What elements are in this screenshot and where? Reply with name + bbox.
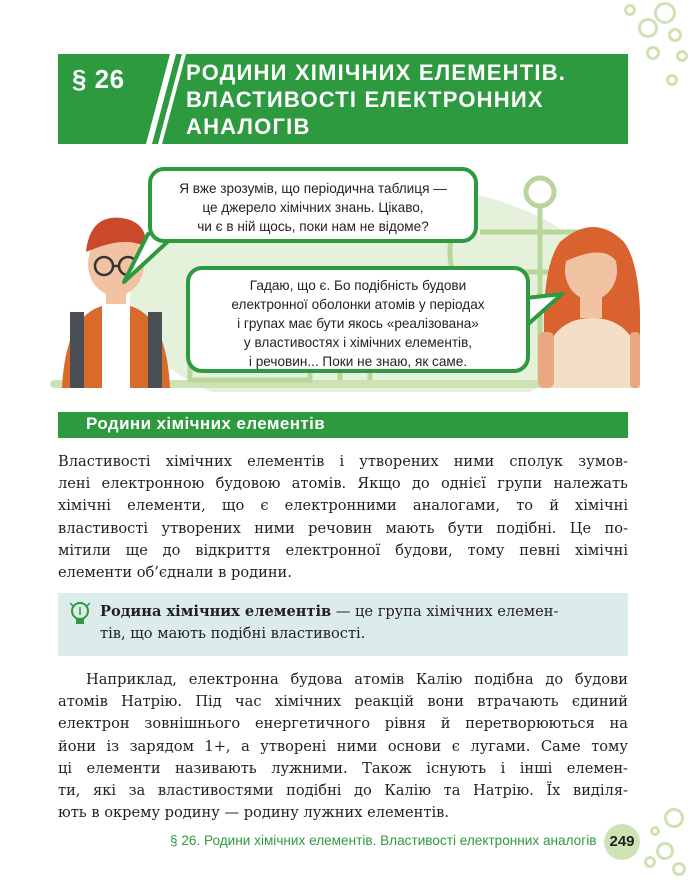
lightbulb-icon [68,601,92,627]
title-line: РОДИНИ ХІМІЧНИХ ЕЛЕМЕНТІВ. [186,60,567,85]
decor-circle [664,808,684,828]
text-line: електрон зовнішнього енергетичного рівня й перетворюються на [58,715,628,733]
paragraph-intro [58,451,628,584]
decor-circle [646,46,660,60]
speech-line: і речовин... Поки не знаю, як саме. [248,354,468,369]
text-line: властивості утворених ними речовин мають бути подібні. Це по- [58,519,628,537]
speech-line: електронної оболонки атомів у періодах [231,297,485,312]
text-line: хімічні елементи, що є електронними аналогами, то й хімічні [58,497,628,515]
text-line: йони із зарядом 1+, а утворені ними основи є лугами. Саме тому [58,737,628,755]
speech-line: це джерело хімічних знань. Цікаво, [202,200,424,215]
section-number: § 26 [72,64,125,94]
text-line: ти, які за властивостями подібні до Калію та Натрію. Їх виділя- [58,782,628,800]
text-line: ці елементи називають лужними. Також існують і інші елемен- [58,759,628,777]
speech-line: Гадаю, що є. Бо подібність будови [249,278,467,293]
running-footer: § 26. Родини хімічних елементів. Властивості електронних аналогів [170,833,597,848]
speech-line: Я вже зрозумів, що періодична таблиця — [179,181,447,196]
text-line: Наприклад, електронна будова атомів Калію подібна до будови [86,671,628,688]
decor-circle [676,50,688,62]
definition-box [58,593,628,656]
speech-line: і групах має бути якось «реалізована» [237,316,479,331]
decor-circle [672,862,686,876]
title-line: АНАЛОГІВ [186,114,311,139]
banner-slash-divider [146,54,186,144]
text-line: елементи об’єднали в родини. [58,564,292,582]
boy-speech-bubble [148,167,478,243]
definition-text [100,601,618,645]
decor-circle [624,4,636,16]
speech-line: чи є в ній щось, поки нам не відоме? [197,219,429,234]
title-line: ВЛАСТИВОСТІ ЕЛЕКТРОННИХ [186,87,544,112]
section-title-banner [58,54,628,144]
girl-speech-bubble [186,266,530,373]
section-heading-bar [58,412,628,438]
decor-circle [666,74,678,86]
page-number: 249 [604,824,640,860]
decor-circle [644,856,656,868]
decor-circle [638,18,658,38]
text-line: лені електронною будовою атомів. Якщо до однієї групи належать [58,475,628,493]
text-line: Властивості хімічних елементів і утворених ними сполук зумов- [58,453,628,470]
section-heading: Родини хімічних елементів [86,414,326,433]
text-line: ють в окрему родину — родину лужних елементів. [58,804,449,822]
paragraph-example [58,669,628,824]
text-line: мітили ще до відкриття електронної будови, тому певні хімічні [58,541,628,559]
decor-circle [654,2,676,24]
definition-body: — це група хімічних елемен- [331,603,559,620]
definition-body: тів, що мають подібні властивості. [100,625,366,642]
decor-circle [668,28,682,42]
definition-term: Родина хімічних елементів [100,603,332,620]
speech-line: у властивостях і хімічних елементів, [243,335,473,350]
decor-circle [650,826,660,836]
text-line: атомів Натрію. Під час хімічних реакцій вони втрачають єдиний [58,693,628,711]
page-title [186,59,616,140]
decor-circle [656,842,674,860]
